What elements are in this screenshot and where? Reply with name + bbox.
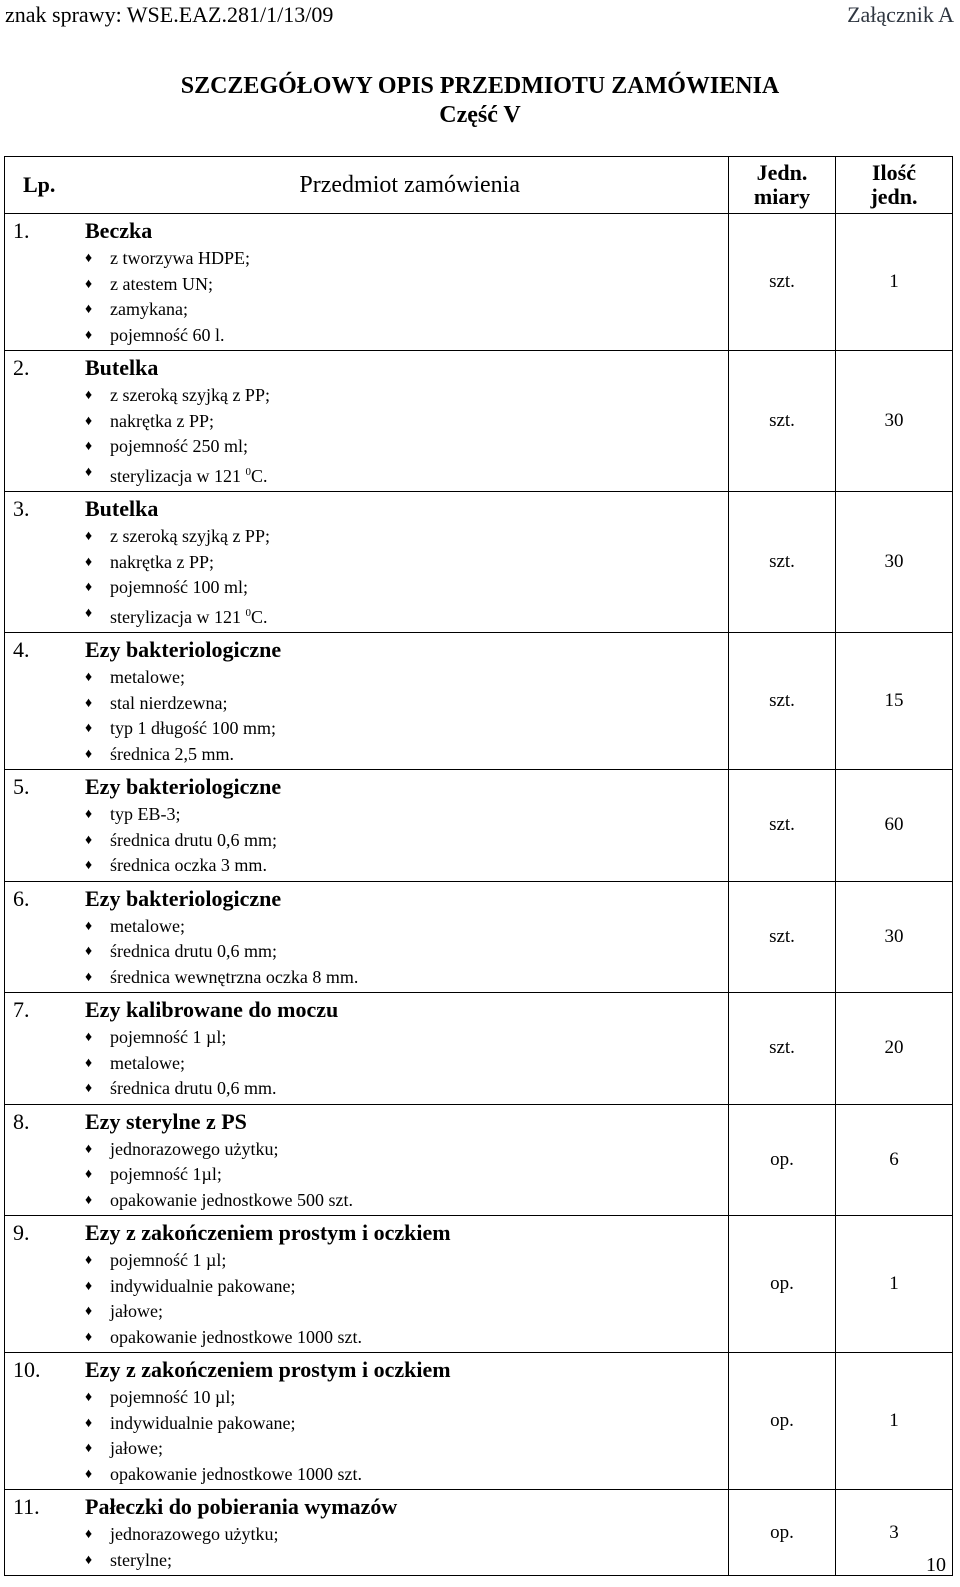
item-attribute-list [13,665,728,767]
item-heading [13,353,728,383]
diamond-bullet-icon: ♦ [85,670,93,685]
diamond-bullet-icon: ♦ [85,327,93,343]
item-attribute [85,524,728,550]
item-description-cell [5,1104,729,1216]
item-attribute [85,297,728,323]
item-unit: szt. [729,633,836,770]
item-attribute [85,665,728,691]
case-reference: znak sprawy: WSE.EAZ.281/1/13/09 [5,2,334,27]
item-name: Pałeczki do pobierania wymazów [85,1494,398,1519]
header-unit-line1: Jedn. [756,160,808,185]
table-row [5,1216,953,1353]
item-attribute-list [13,1137,728,1214]
item-attribute-text: pojemność 1 µl; [110,1250,227,1270]
item-description-cell [5,633,729,770]
item-name: Ezy z zakończeniem prostym i oczkiem [85,1357,451,1382]
item-name: Ezy sterylne z PS [85,1108,247,1134]
item-attribute [85,460,728,490]
item-attribute-text: metalowe; [110,1052,185,1073]
item-heading [13,1355,728,1385]
item-attribute [85,575,728,601]
diamond-bullet-icon: ♦ [85,276,93,292]
diamond-bullet-icon: ♦ [85,605,93,621]
table-row [5,993,953,1105]
table-header-row [5,157,953,214]
item-number: 10. [13,1357,41,1382]
diamond-bullet-icon: ♦ [85,969,93,985]
item-description-cell [5,1490,729,1576]
item-attribute [85,1385,728,1411]
diamond-bullet-icon: ♦ [85,302,93,317]
table-row [5,1490,953,1576]
item-heading [13,1218,728,1248]
diamond-bullet-icon: ♦ [85,1390,93,1405]
diamond-bullet-icon: ♦ [85,1167,93,1182]
header-lp: Lp. [23,172,56,197]
header-qty [836,157,953,214]
item-attribute-text: sterylizacja w 121 $^0$C. [110,606,268,627]
item-heading [13,635,728,665]
diamond-bullet-icon: ♦ [85,1253,93,1268]
item-name: Ezy bakteriologiczne [85,885,282,911]
item-attribute [85,272,728,298]
item-attribute-text: stal nierdzewna; [110,692,228,713]
diamond-bullet-icon: ♦ [85,554,93,570]
item-attribute-text: pojemność 60 l. [110,324,225,345]
diamond-bullet-icon: ♦ [85,1415,93,1431]
diamond-bullet-icon: ♦ [85,721,93,736]
item-attribute [85,1325,728,1351]
diamond-bullet-icon: ♦ [85,439,93,454]
item-attribute [85,434,728,460]
item-heading [13,995,728,1025]
item-attribute [85,550,728,576]
item-heading [13,772,728,802]
item-attribute [85,1436,728,1462]
diamond-bullet-icon: ♦ [85,918,93,934]
item-attribute-text: typ 1 długość 100 mm; [110,718,276,738]
item-attribute-list [13,1385,728,1487]
item-attribute-text: średnica drutu 0,6 mm; [110,941,277,961]
item-attribute [85,853,728,879]
item-attribute [85,1462,728,1488]
item-attribute-text: średnica oczka 3 mm. [110,855,267,875]
item-attribute-text: z tworzywa HDPE; [110,248,250,268]
item-unit: op. [729,1353,836,1490]
item-attribute [85,965,728,991]
item-quantity: 1 [836,1353,953,1490]
item-attribute [85,828,728,854]
item-unit: op. [729,1490,836,1576]
item-number: 8. [13,1108,30,1134]
diamond-bullet-icon: ♦ [85,944,93,959]
item-attribute [85,1025,728,1051]
item-attribute [85,1076,728,1102]
item-number: 6. [13,885,30,911]
order-items-table [4,156,953,1576]
diamond-bullet-icon: ♦ [85,1081,93,1096]
item-description-cell [5,351,729,492]
header-qty-line1: Ilość [872,160,916,185]
item-quantity: 15 [836,633,953,770]
item-attribute-text: opakowanie jednostkowe 1000 szt. [110,1326,362,1347]
table-row [5,633,953,770]
item-description-cell [5,770,729,882]
item-description-cell [5,214,729,351]
item-quantity: 30 [836,881,953,993]
item-attribute-list [13,914,728,991]
item-name: Butelka [85,496,159,521]
item-name: Ezy kalibrowane do moczu [85,997,339,1022]
diamond-bullet-icon: ♦ [85,388,93,403]
item-attribute-text: średnica drutu 0,6 mm; [110,829,277,850]
diamond-bullet-icon: ♦ [85,1441,93,1456]
item-attribute-text: opakowanie jednostkowe 500 szt. [110,1189,353,1210]
item-attribute [85,716,728,742]
table-row [5,351,953,492]
item-attribute [85,1299,728,1325]
item-number: 4. [13,637,30,662]
item-number: 3. [13,496,30,521]
item-attribute [85,914,728,940]
item-attribute [85,383,728,409]
item-quantity: 1 [836,214,953,351]
item-attribute-text: jednorazowego użytku; [110,1138,279,1159]
attachment-label: Załącznik A [847,2,954,27]
item-attribute-text: jałowe; [110,1301,163,1321]
item-number: 1. [13,218,30,243]
diamond-bullet-icon: ♦ [85,580,93,595]
header-qty-line2: jedn. [870,184,918,209]
diamond-bullet-icon: ♦ [85,746,93,762]
item-attribute [85,1411,728,1437]
item-attribute-text: metalowe; [110,915,185,936]
item-attribute [85,742,728,768]
diamond-bullet-icon: ♦ [85,695,93,711]
diamond-bullet-icon: ♦ [85,832,93,848]
item-unit: szt. [729,770,836,882]
item-attribute-text: nakrętka z PP; [110,551,214,572]
item-quantity: 30 [836,351,953,492]
diamond-bullet-icon: ♦ [85,1192,93,1208]
item-attribute [85,1548,728,1574]
header-unit [729,157,836,214]
table-row [5,1353,953,1490]
item-attribute [85,691,728,717]
diamond-bullet-icon: ♦ [85,413,93,429]
item-attribute-text: średnica drutu 0,6 mm. [110,1078,277,1098]
diamond-bullet-icon: ♦ [85,807,93,822]
item-heading [13,494,728,524]
item-attribute-list [13,383,728,489]
diamond-bullet-icon: ♦ [85,251,93,266]
item-attribute [85,802,728,828]
item-attribute [85,323,728,349]
diamond-bullet-icon: ♦ [85,529,93,544]
header-unit-line2: miary [753,184,811,209]
item-attribute-text: nakrętka z PP; [110,410,214,431]
item-unit: op. [729,1104,836,1216]
table-row [5,881,953,993]
item-quantity: 30 [836,492,953,633]
item-unit: op. [729,1216,836,1353]
item-name: Ezy bakteriologiczne [85,637,282,662]
item-attribute [85,1188,728,1214]
item-attribute-text: średnica wewnętrzna oczka 8 mm. [110,966,359,987]
item-description-cell [5,993,729,1105]
item-quantity: 20 [836,993,953,1105]
item-heading [13,884,728,914]
item-attribute-list [13,802,728,879]
item-attribute-list [13,1522,728,1573]
item-description-cell [5,1353,729,1490]
item-attribute-text: z szeroką szyjką z PP; [110,385,270,405]
document-title: SZCZEGÓŁOWY OPIS PRZEDMIOTU ZAMÓWIENIA [180,73,780,99]
diamond-bullet-icon: ♦ [85,1552,93,1568]
item-attribute-text: pojemność 100 ml; [110,577,248,597]
item-unit: szt. [729,214,836,351]
diamond-bullet-icon: ♦ [85,464,93,480]
item-attribute [85,1162,728,1188]
item-number: 7. [13,997,30,1022]
item-attribute-text: jałowe; [110,1438,163,1458]
item-attribute-list [13,1025,728,1102]
diamond-bullet-icon: ♦ [85,1278,93,1294]
item-attribute-list [13,524,728,630]
item-attribute-text: średnica 2,5 mm. [110,743,234,764]
item-attribute-text: jednorazowego użytku; [110,1524,279,1544]
item-quantity: 1 [836,1216,953,1353]
item-attribute-text: pojemność 1 µl; [110,1027,227,1047]
table-row [5,770,953,882]
item-attribute-text: indywidualnie pakowane; [110,1275,296,1296]
item-heading [13,216,728,246]
item-attribute-list [13,1248,728,1350]
item-quantity: 6 [836,1104,953,1216]
item-heading [13,1492,728,1522]
item-attribute [85,1248,728,1274]
item-attribute [85,1137,728,1163]
item-attribute-text: opakowanie jednostkowe 1000 szt. [110,1463,362,1484]
item-attribute-text: pojemność 10 µl; [110,1387,236,1407]
item-name: Beczka [85,218,153,243]
diamond-bullet-icon: ♦ [85,1055,93,1071]
table-row [5,492,953,633]
item-quantity: 60 [836,770,953,882]
item-attribute-text: sterylizacja w 121 $^0$C. [110,465,268,486]
item-attribute-text: indywidualnie pakowane; [110,1412,296,1433]
item-attribute [85,1274,728,1300]
item-quantity: 3 [836,1490,953,1576]
item-attribute-text: zamykana; [110,299,188,319]
item-description-cell [5,492,729,633]
header-cell-subject [5,157,729,214]
item-description-cell [5,881,729,993]
item-attribute-text: pojemność 250 ml; [110,436,248,456]
page-number: 10 [926,1554,946,1576]
item-unit: szt. [729,993,836,1105]
diamond-bullet-icon: ♦ [85,858,93,873]
item-attribute [85,1522,728,1548]
diamond-bullet-icon: ♦ [85,1466,93,1482]
item-unit: szt. [729,351,836,492]
item-attribute-list [13,246,728,348]
item-attribute [85,939,728,965]
item-attribute [85,409,728,435]
item-attribute-text: metalowe; [110,667,185,687]
table-row [5,1104,953,1216]
item-unit: szt. [729,881,836,993]
document-subtitle: Część V [439,102,521,128]
item-unit: szt. [729,492,836,633]
diamond-bullet-icon: ♦ [85,1304,93,1319]
item-number: 11. [13,1494,40,1519]
item-attribute [85,1051,728,1077]
diamond-bullet-icon: ♦ [85,1141,93,1157]
diamond-bullet-icon: ♦ [85,1030,93,1045]
item-attribute-text: typ EB-3; [110,804,181,824]
item-attribute [85,601,728,631]
item-description-cell [5,1216,729,1353]
diamond-bullet-icon: ♦ [85,1527,93,1542]
item-attribute-text: pojemność 1µl; [110,1164,222,1184]
table-row [5,214,953,351]
item-attribute [85,246,728,272]
item-name: Ezy bakteriologiczne [85,774,282,799]
item-attribute-text: sterylne; [110,1549,172,1570]
item-heading [13,1107,728,1137]
header-subject: Przedmiot zamówienia [299,172,520,198]
item-number: 9. [13,1220,30,1245]
item-number: 2. [13,355,30,380]
item-attribute-text: z szeroką szyjką z PP; [110,526,270,546]
item-name: Butelka [85,355,159,380]
diamond-bullet-icon: ♦ [85,1329,93,1345]
item-number: 5. [13,774,30,799]
item-name: Ezy z zakończeniem prostym i oczkiem [85,1220,451,1245]
item-attribute-text: z atestem UN; [110,273,213,294]
